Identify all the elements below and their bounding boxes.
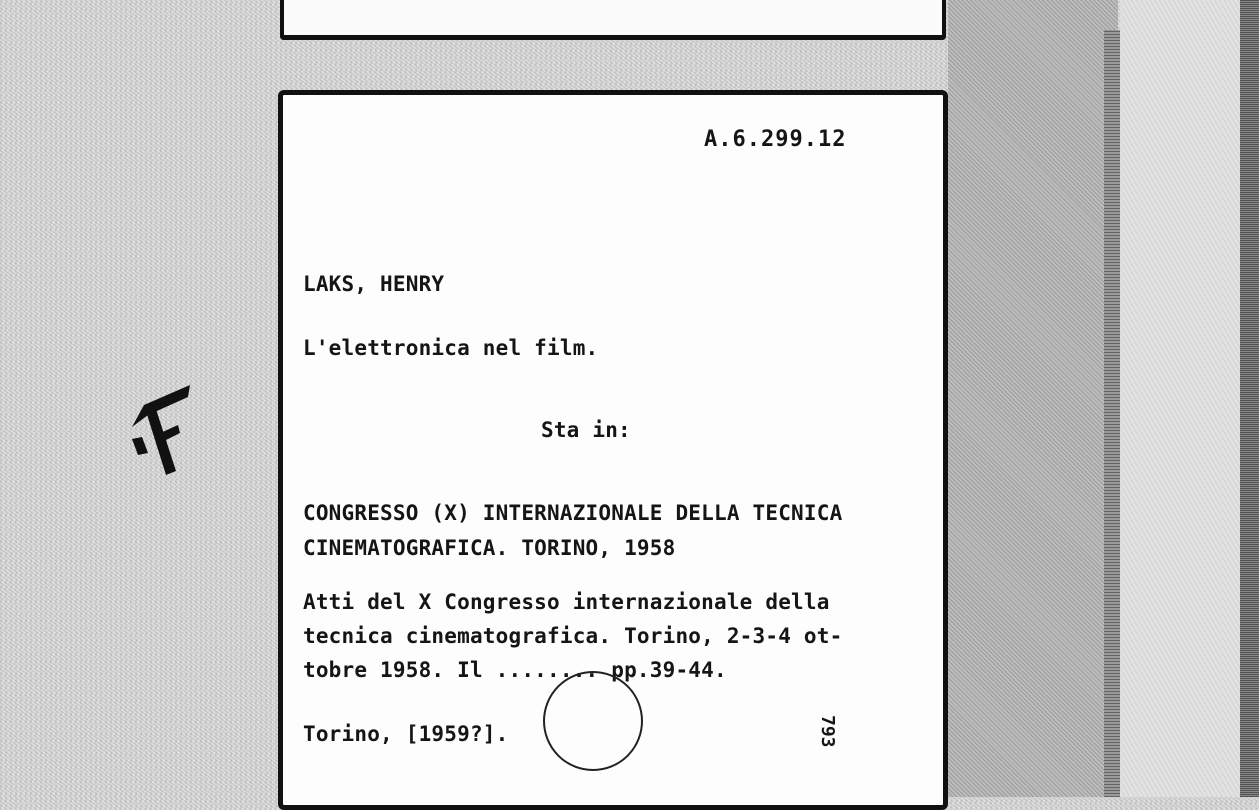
circular-stamp-icon xyxy=(543,671,643,771)
item-title: L'elettronica nel film. xyxy=(303,336,599,360)
proceedings-line-3: tobre 1958. Il ........ pp.39-44. xyxy=(303,658,727,682)
host-heading-line-2: CINEMATOGRAFICA. TORINO, 1958 xyxy=(303,536,676,560)
place-date: Torino, [1959?]. xyxy=(303,722,509,746)
previous-catalog-card xyxy=(280,0,946,40)
scan-right-edge xyxy=(1240,0,1259,797)
adjacent-card-area xyxy=(1120,0,1259,797)
proceedings-line-2: tecnica cinematografica. Torino, 2-3-4 ot- xyxy=(303,624,843,648)
host-heading-line-1: CONGRESSO (X) INTERNAZIONALE DELLA TECNICA xyxy=(303,501,843,525)
card-drawer-edge xyxy=(1104,30,1120,797)
hand-drawn-f-mark-icon xyxy=(118,375,198,485)
proceedings-line-1: Atti del X Congresso internazionale della xyxy=(303,590,830,614)
catalog-card xyxy=(278,90,948,810)
author-heading: LAKS, HENRY xyxy=(303,272,445,296)
contained-in-label: Sta in: xyxy=(541,418,631,442)
side-accession-number: 793 xyxy=(817,715,838,748)
card-drawer-shadow xyxy=(948,0,1118,797)
call-number: A.6.299.12 xyxy=(704,127,847,152)
